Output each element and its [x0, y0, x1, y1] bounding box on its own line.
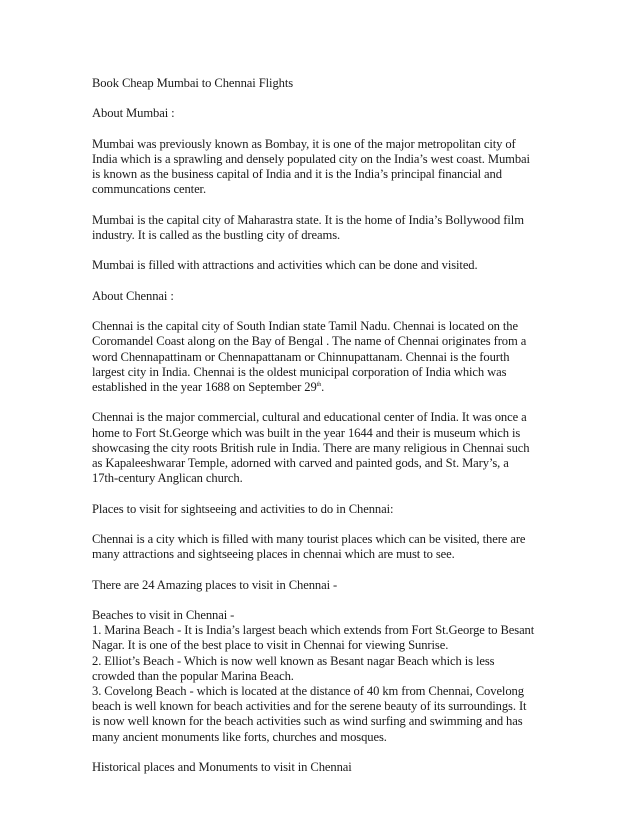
document-title: [92, 76, 548, 91]
list-item: crowded than the popular Marina Beach.: [92, 668, 294, 683]
historical-heading: [92, 760, 548, 775]
chennai-paragraph-1: [92, 319, 548, 395]
list-item: 3. Covelong Beach - which is located at the distance of 40 km from Chennai, Covelong: [92, 683, 524, 698]
text-line: word Chennapattinam or Chennapattanam or Chinnupattanam. Chennai is the fourth: [92, 349, 510, 364]
text-line: Chennai is the major commercial, cultural and educational center of India. It was once a: [92, 410, 527, 425]
text-line: Coromandel Coast along on the Bay of Bengal . The name of Chennai originates from a: [92, 334, 527, 349]
text-line: Mumbai is filled with attractions and activities which can be done and visited.: [92, 258, 478, 273]
mumbai-paragraph-2: [92, 213, 548, 243]
list-item: 1. Marina Beach - It is India’s largest beach which extends from Fort St.George to Besant: [92, 623, 535, 638]
text-line: as Kapaleeshwarar Temple, adorned with carved and painted gods, and St. Mary’s, a: [92, 455, 509, 470]
document-page: [92, 76, 548, 775]
text-line: many attractions and sightseeing places in chennai which are must to see.: [92, 547, 455, 562]
about-chennai-heading: [92, 289, 548, 304]
text-line: Chennai is the capital city of South Indian state Tamil Nadu. Chennai is located on the: [92, 319, 518, 334]
ordinal-suffix: th: [316, 381, 322, 388]
list-item: many ancient monuments like forts, churches and mosques.: [92, 729, 387, 744]
text-segment: .: [321, 379, 325, 394]
chennai-paragraph-2: [92, 410, 548, 486]
list-heading: Beaches to visit in Chennai -: [92, 607, 235, 622]
heading-text: Places to visit for sightseeing and activities to do in Chennai:: [92, 501, 394, 516]
beaches-list: [92, 608, 548, 745]
text-line: Mumbai was previously known as Bombay, it is one of the major metropolitan city of: [92, 136, 516, 151]
list-item: beach is well known for beach activities and for the serene beauty of its surroundings. It: [92, 699, 527, 714]
heading-text: About Mumbai :: [92, 106, 175, 121]
text-line: India which is a sprawling and densely populated city on the India’s west coast. Mumbai: [92, 151, 530, 166]
list-item: 2. Elliot’s Beach - Which is now well known as Besant nagar Beach which is less: [92, 653, 495, 668]
text-line: is known as the business capital of India and it is the India’s principal financial and: [92, 167, 502, 182]
text-line: largest city in India. Chennai is the oldest municipal corporation of India which was: [92, 364, 507, 379]
list-item: is now well known for the beach activities such as wind surfing and swimming and has: [92, 714, 523, 729]
heading-text: About Chennai :: [92, 288, 174, 303]
places-heading: [92, 502, 548, 517]
text-line: There are 24 Amazing places to visit in Chennai -: [92, 577, 338, 592]
places-paragraph: [92, 532, 548, 562]
text-segment: established in the year 1688 on September 29: [92, 379, 317, 394]
text-line: communcations center.: [92, 182, 207, 197]
heading-text: Historical places and Monuments to visit in Chennai: [92, 759, 352, 774]
text-line: home to Fort St.George which was built in the year 1644 and their is museum which is: [92, 425, 521, 440]
list-item: Nagar. It is one of the best place to visit in Chennai for viewing Sunrise.: [92, 638, 449, 653]
text-line: 17th-century Anglican church.: [92, 471, 243, 486]
mumbai-paragraph-3: [92, 258, 548, 273]
amazing-places-line: [92, 578, 548, 593]
text-line: Mumbai is the capital city of Maharastra state. It is the home of India’s Bollywood film: [92, 212, 524, 227]
text-line: Chennai is a city which is filled with many tourist places which can be visited, there are: [92, 531, 526, 546]
title-text: Book Cheap Mumbai to Chennai Flights: [92, 76, 294, 90]
about-mumbai-heading: [92, 106, 548, 121]
mumbai-paragraph-1: [92, 137, 548, 198]
text-line: [92, 380, 548, 395]
text-line: showcasing the city roots British rule in India. There are many religious in Chennai such: [92, 440, 530, 455]
text-line: industry. It is called as the bustling city of dreams.: [92, 227, 341, 242]
